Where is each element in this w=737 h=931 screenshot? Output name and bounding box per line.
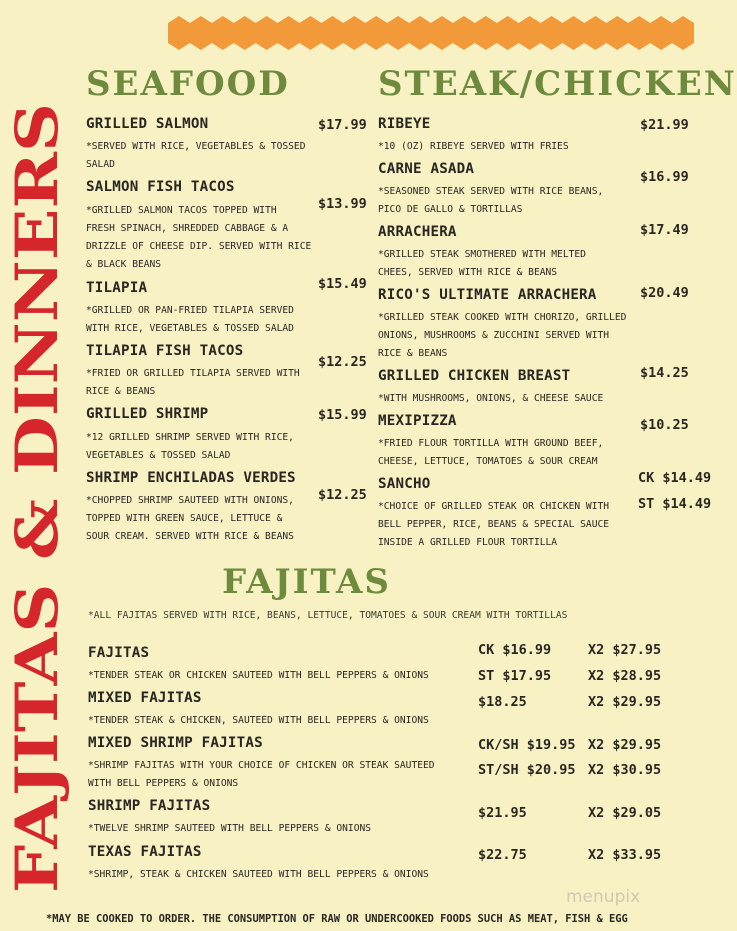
menu-item-price: $10.25 bbox=[640, 417, 689, 433]
menu-item-name: SANCHO bbox=[378, 476, 431, 492]
menu-item-desc: *GRILLED SALMON TACOS TOPPED WITH bbox=[86, 205, 277, 216]
menu-item-desc: CHEESE, LETTUCE, TOMATOES & SOUR CREAM bbox=[378, 456, 598, 467]
menu-item-name: MEXIPIZZA bbox=[378, 413, 457, 429]
menu-item-desc: & BLACK BEANS bbox=[86, 259, 162, 270]
menu-item-name: TILAPIA FISH TACOS bbox=[86, 343, 244, 359]
menu-item-price: $20.49 bbox=[640, 285, 689, 301]
menu-item-price: $17.99 bbox=[318, 117, 367, 133]
menu-item-desc: *CHOICE OF GRILLED STEAK OR CHICKEN WITH bbox=[378, 501, 610, 512]
fajita-item-price: CK/SH $19.95 bbox=[478, 737, 576, 753]
menu-item-price: $12.25 bbox=[318, 487, 367, 503]
fajita-item-name: MIXED SHRIMP FAJITAS bbox=[88, 735, 263, 751]
fajita-item-x2-price: X2 $29.95 bbox=[588, 737, 662, 753]
menu-item-desc: BELL PEPPER, RICE, BEANS & SPECIAL SAUCE bbox=[378, 519, 610, 530]
menu-item-price: $15.99 bbox=[318, 407, 367, 423]
fajita-item-price: $22.75 bbox=[478, 847, 527, 863]
fajita-item-x2-price: X2 $27.95 bbox=[588, 642, 662, 658]
seafood-heading: SEAFOOD bbox=[86, 64, 290, 104]
menu-item-desc: *SEASONED STEAK SERVED WITH RICE BEANS, bbox=[378, 186, 604, 197]
fajita-item-x2-price: X2 $28.95 bbox=[588, 668, 662, 684]
menu-item-price: $16.99 bbox=[640, 169, 689, 185]
menu-item-desc: WITH RICE, VEGETABLES & TOSSED SALAD bbox=[86, 323, 294, 334]
menu-item-name: GRILLED CHICKEN BREAST bbox=[378, 368, 571, 384]
menu-item-desc: *GRILLED STEAK COOKED WITH CHORIZO, GRILLED bbox=[378, 312, 627, 323]
menu-item-desc: RICE & BEANS bbox=[86, 386, 156, 397]
menu-item-price: $21.99 bbox=[640, 117, 689, 133]
menu-item-price: $14.25 bbox=[640, 365, 689, 381]
zigzag-banner bbox=[168, 16, 694, 50]
fajita-item-desc: *TWELVE SHRIMP SAUTEED WITH BELL PEPPERS & ONIONS bbox=[88, 823, 372, 834]
menu-item-desc: TOPPED WITH GREEN SAUCE, LETTUCE & bbox=[86, 513, 283, 524]
menu-item-name: GRILLED SHRIMP bbox=[86, 406, 209, 422]
menu-item-desc: *GRILLED STEAK SMOTHERED WITH MELTED bbox=[378, 249, 586, 260]
menu-item-name: RIBEYE bbox=[378, 116, 431, 132]
menu-item-desc: *CHOPPED SHRIMP SAUTEED WITH ONIONS, bbox=[86, 495, 294, 506]
menu-item-desc: *12 GRILLED SHRIMP SERVED WITH RICE, bbox=[86, 432, 294, 443]
menu-item-desc: SOUR CREAM. SERVED WITH RICE & BEANS bbox=[86, 531, 294, 542]
menu-item-desc: *FRIED FLOUR TORTILLA WITH GROUND BEEF, bbox=[378, 438, 604, 449]
menu-item-name: RICO'S ULTIMATE ARRACHERA bbox=[378, 287, 597, 303]
menu-item-price: $12.25 bbox=[318, 354, 367, 370]
menu-item-desc: DRIZZLE OF CHEESE DIP. SERVED WITH RICE bbox=[86, 241, 312, 252]
fajitas-note: *ALL FAJITAS SERVED WITH RICE, BEANS, LETTUCE, TOMATOES & SOUR CREAM WITH TORTILLAS bbox=[88, 610, 568, 621]
footer-disclaimer: *MAY BE COOKED TO ORDER. THE CONSUMPTION OF RAW OR UNDERCOOKED FOODS SUCH AS MEAT, FISH & EGG bbox=[46, 913, 628, 925]
steak-chicken-heading: STEAK/CHICKEN bbox=[378, 64, 737, 104]
menu-item-name: ARRACHERA bbox=[378, 224, 457, 240]
fajita-item-desc: *SHRIMP FAJITAS WITH YOUR CHOICE OF CHICKEN OR STEAK SAUTEED bbox=[88, 760, 435, 771]
menu-item-price: CK $14.49 bbox=[638, 470, 712, 486]
menu-item-price: ST $14.49 bbox=[638, 496, 712, 512]
menu-item-desc: *10 (OZ) RIBEYE SERVED WITH FRIES bbox=[378, 141, 569, 152]
menu-item-name: CARNE ASADA bbox=[378, 161, 475, 177]
menu-item-desc: SALAD bbox=[86, 159, 115, 170]
fajita-item-x2-price: X2 $29.95 bbox=[588, 694, 662, 710]
menu-item-desc: *SERVED WITH RICE, VEGETABLES & TOSSED bbox=[86, 141, 306, 152]
fajita-item-desc: *SHRIMP, STEAK & CHICKEN SAUTEED WITH BELL PEPPERS & ONIONS bbox=[88, 869, 429, 880]
menu-item-name: SHRIMP ENCHILADAS VERDES bbox=[86, 470, 296, 486]
menu-item-desc: *FRIED OR GRILLED TILAPIA SERVED WITH bbox=[86, 368, 300, 379]
menu-item-desc: *GRILLED OR PAN-FRIED TILAPIA SERVED bbox=[86, 305, 294, 316]
fajita-item-price: $18.25 bbox=[478, 694, 527, 710]
fajita-item-x2-price: X2 $33.95 bbox=[588, 847, 662, 863]
fajita-item-price: ST $17.95 bbox=[478, 668, 552, 684]
menu-item-price: $13.99 bbox=[318, 196, 367, 212]
menu-item-desc: FRESH SPINACH, SHREDDED CABBAGE & A bbox=[86, 223, 289, 234]
menu-item-desc: VEGETABLES & TOSSED SALAD bbox=[86, 450, 231, 461]
vertical-title-text: FAJITAS & DINNERS bbox=[3, 218, 71, 893]
fajita-item-name: MIXED FAJITAS bbox=[88, 690, 202, 706]
fajita-item-price: ST/SH $20.95 bbox=[478, 762, 576, 778]
fajita-item-name: SHRIMP FAJITAS bbox=[88, 798, 211, 814]
menu-item-desc: CHEES, SERVED WITH RICE & BEANS bbox=[378, 267, 558, 278]
watermark: menupix bbox=[566, 887, 641, 907]
fajita-item-desc: *TENDER STEAK & CHICKEN, SAUTEED WITH BELL PEPPERS & ONIONS bbox=[88, 715, 429, 726]
menu-item-desc: *WITH MUSHROOMS, ONIONS, & CHEESE SAUCE bbox=[378, 393, 604, 404]
menu-item-price: $17.49 bbox=[640, 222, 689, 238]
menu-item-desc: ONIONS, MUSHROOMS & ZUCCHINI SERVED WITH bbox=[378, 330, 610, 341]
menu-item-name: TILAPIA bbox=[86, 280, 148, 296]
menu-item-desc: INSIDE A GRILLED FLOUR TORTILLA bbox=[378, 537, 558, 548]
menu-item-name: SALMON FISH TACOS bbox=[86, 179, 235, 195]
menu-item-price: $15.49 bbox=[318, 276, 367, 292]
fajita-item-x2-price: X2 $30.95 bbox=[588, 762, 662, 778]
menu-item-desc: RICE & BEANS bbox=[378, 348, 448, 359]
fajita-item-desc: *TENDER STEAK OR CHICKEN SAUTEED WITH BELL PEPPERS & ONIONS bbox=[88, 670, 429, 681]
fajita-item-desc: WITH BELL PEPPERS & ONIONS bbox=[88, 778, 239, 789]
fajita-item-name: FAJITAS bbox=[88, 645, 150, 661]
menu-item-name: GRILLED SALMON bbox=[86, 116, 209, 132]
fajita-item-price: CK $16.99 bbox=[478, 642, 552, 658]
vertical-title bbox=[3, 100, 71, 895]
fajita-item-x2-price: X2 $29.05 bbox=[588, 805, 662, 821]
fajita-item-name: TEXAS FAJITAS bbox=[88, 844, 202, 860]
fajitas-heading: FAJITAS bbox=[222, 562, 391, 602]
fajita-item-price: $21.95 bbox=[478, 805, 527, 821]
menu-item-desc: PICO DE GALLO & TORTILLAS bbox=[378, 204, 523, 215]
